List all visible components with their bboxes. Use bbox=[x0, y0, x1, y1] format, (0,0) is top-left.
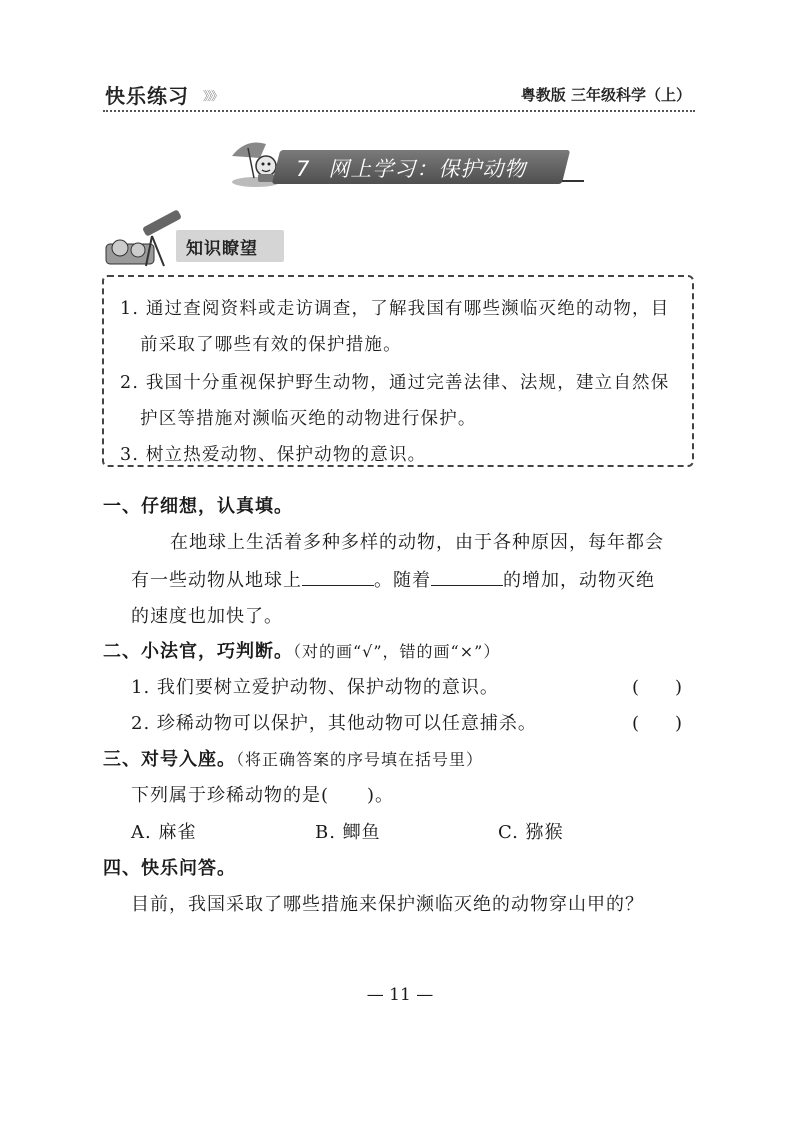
knowledge-heading: 知识瞭望 bbox=[186, 239, 258, 259]
qa-question: 目前，我国采取了哪些措施来保护濒临灭绝的动物穿山甲的？ bbox=[131, 894, 644, 915]
knowledge-item: 1. 通过查阅资料或走访调查，了解我国有哪些濒临灭绝的动物，目 bbox=[120, 299, 670, 319]
knowledge-item: 护区等措施对濒临灭绝的动物进行保护。 bbox=[140, 409, 477, 429]
edition-title: 粤教版 三年级科学（上） bbox=[520, 86, 691, 104]
section2-title: 二、小法官，巧判断。 bbox=[103, 641, 293, 662]
option-a: A. 麻雀 bbox=[131, 822, 197, 843]
section1-heading: 一、仔细想，认真填。 bbox=[103, 496, 293, 517]
header-divider bbox=[103, 110, 695, 112]
knowledge-item: 前采取了哪些有效的保护措施。 bbox=[140, 335, 402, 355]
page-number: — 11 — bbox=[366, 985, 434, 1005]
text-segment: 。随着 bbox=[374, 570, 431, 591]
section2-heading bbox=[103, 637, 500, 663]
chevron-decoration: 》》》 bbox=[203, 89, 222, 103]
section3-title: 三、对号入座。 bbox=[103, 749, 236, 770]
knowledge-item: 3. 树立热爱动物、保护动物的意识。 bbox=[120, 445, 427, 465]
series-title: 快乐练习 bbox=[105, 84, 189, 108]
answer-paren-1[interactable]: ( ) bbox=[632, 677, 683, 698]
choice-question: 下列属于珍稀动物的是( )。 bbox=[131, 785, 395, 806]
lesson-name: 网上学习：保护动物 bbox=[328, 157, 527, 181]
section3-heading bbox=[103, 745, 483, 771]
fill-blank-1[interactable] bbox=[302, 567, 374, 586]
lesson-title bbox=[296, 153, 526, 183]
option-b: B. 鲫鱼 bbox=[315, 822, 381, 843]
answer-paren-2[interactable]: ( ) bbox=[632, 713, 683, 734]
lesson-number: 7 bbox=[296, 157, 311, 181]
page-header bbox=[103, 76, 695, 114]
section1-text bbox=[131, 566, 655, 592]
text-segment: 有一些动物从地球上 bbox=[131, 570, 302, 591]
section1-text: 在地球上生活着多种多样的动物，由于各种原因，每年都会 bbox=[170, 532, 664, 553]
banner-underline bbox=[562, 180, 584, 182]
judge-question-2: 2. 珍稀动物可以保护，其他动物可以任意捕杀。 bbox=[131, 713, 537, 734]
text-segment: 的增加，动物灭绝 bbox=[503, 570, 655, 591]
knowledge-box bbox=[102, 275, 694, 467]
judge-question-1: 1. 我们要树立爱护动物、保护动物的意识。 bbox=[131, 677, 499, 698]
section3-note: （将正确答案的序号填在括号里） bbox=[236, 750, 484, 769]
section4-heading: 四、快乐问答。 bbox=[103, 858, 236, 879]
option-c: C. 猕猴 bbox=[498, 822, 564, 843]
fill-blank-2[interactable] bbox=[431, 567, 503, 586]
section2-note: （对的画“√”，错的画“×”） bbox=[293, 642, 501, 661]
knowledge-item: 2. 我国十分重视保护野生动物，通过完善法律、法规，建立自然保 bbox=[120, 373, 670, 393]
section1-text: 的速度也加快了。 bbox=[131, 606, 283, 627]
